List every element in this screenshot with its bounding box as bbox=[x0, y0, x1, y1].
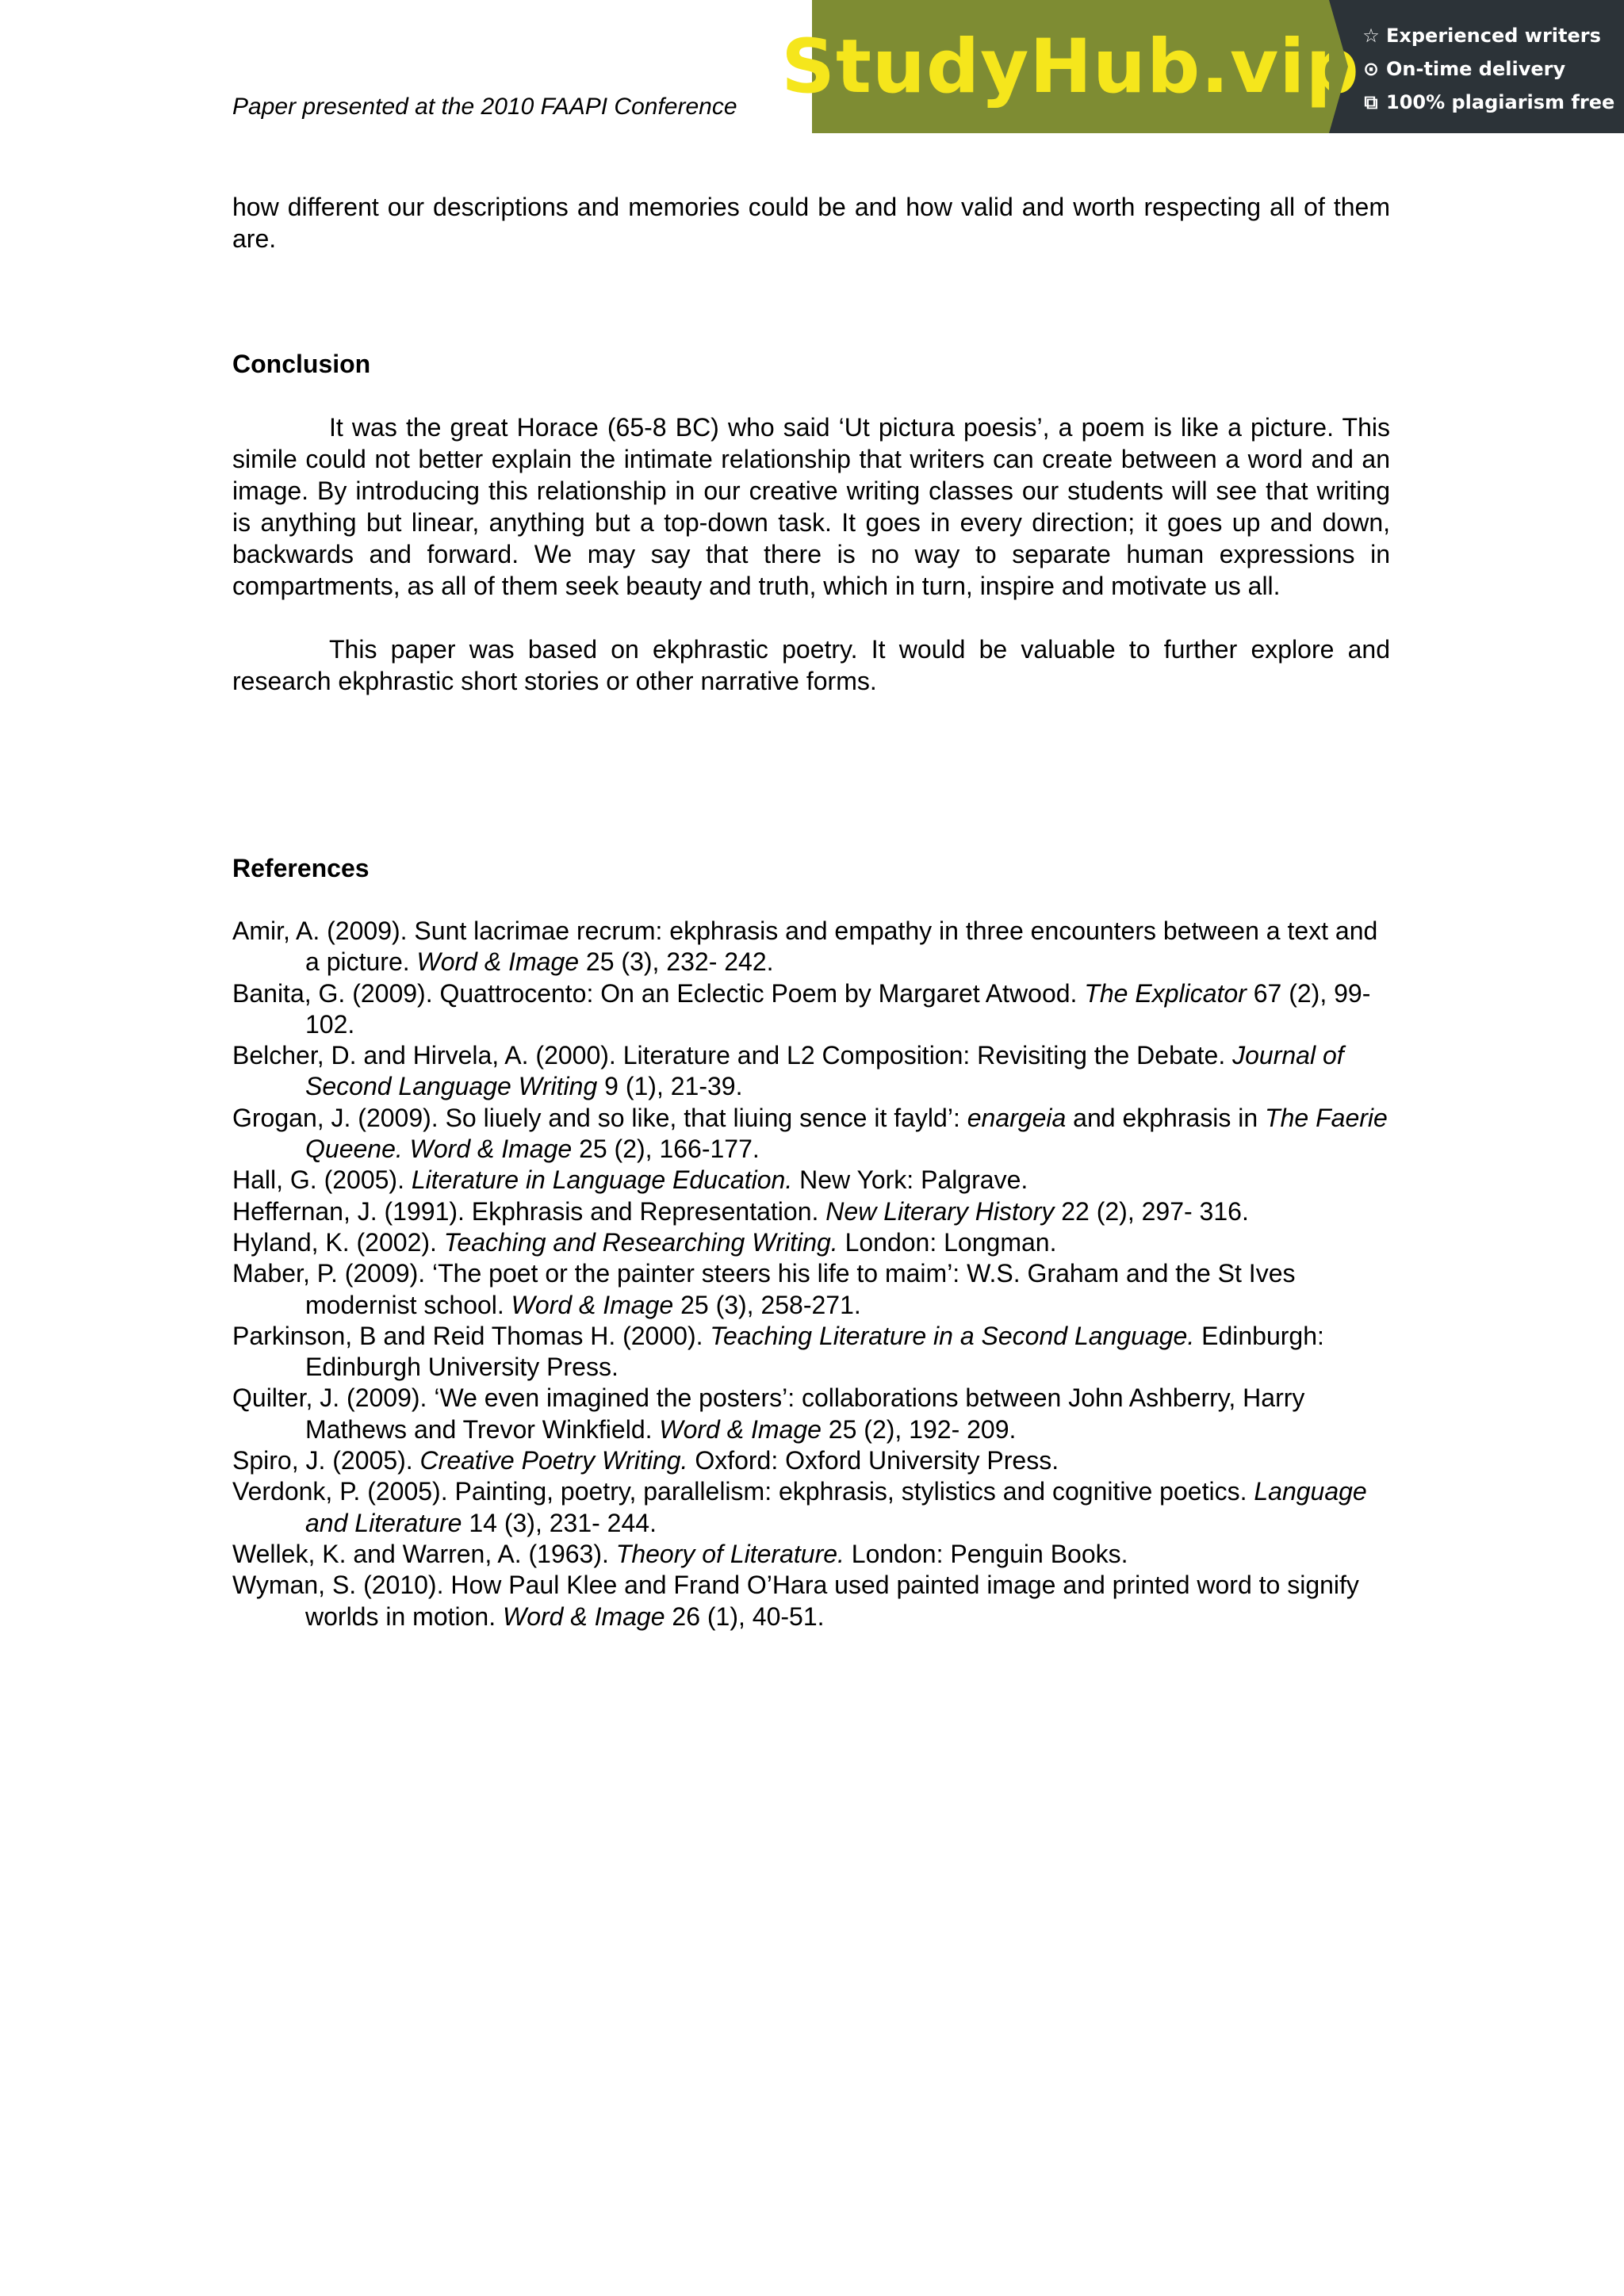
clock-icon: ⊙ bbox=[1362, 58, 1380, 80]
banner-features bbox=[1329, 0, 1624, 133]
reference-item: Quilter, J. (2009). ‘We even imagined the posters’: collaborations between John Ashberry, Harry Mathews and Trevor Winkfield. Word & Image 25 (2), 192- 209. bbox=[232, 1383, 1305, 1444]
feature-on-time-delivery bbox=[1361, 52, 1624, 86]
feature-plagiarism-free bbox=[1361, 86, 1624, 119]
copy-icon: ⧉ bbox=[1364, 91, 1378, 113]
studyhub-logo[interactable] bbox=[781, 0, 1360, 133]
reference-item: Parkinson, B and Reid Thomas H. (2000). Teaching Literature in a Second Language. Edinburgh: Edinburgh University Press. bbox=[232, 1321, 1324, 1382]
banner-arrow-shape bbox=[1329, 0, 1348, 133]
reference-item: Banita, G. (2009). Quattrocento: On an Eclectic Poem by Margaret Atwood. The Explicator 67 (2), 99-102. bbox=[232, 978, 1371, 1039]
reference-item: Amir, A. (2009). Sunt lacrimae recrum: ekphrasis and empathy in three encounters between a text and a picture. Word & Image 25 (3), 232- 242. bbox=[232, 916, 1378, 977]
reference-item: Belcher, D. and Hirvela, A. (2000). Literature and L2 Composition: Revisiting the Debate. Journal of Second Language Writing 9 (1), 21-39. bbox=[232, 1041, 1344, 1101]
studyhub-banner[interactable] bbox=[781, 0, 1624, 133]
reference-item: Heffernan, J. (1991). Ekphrasis and Representation. New Literary History 22 (2), 297- 316. bbox=[232, 1196, 1249, 1226]
feature-label: On-time delivery bbox=[1386, 58, 1566, 80]
references-heading: References bbox=[232, 854, 370, 882]
reference-item: Wyman, S. (2010). How Paul Klee and Frand O’Hara used painted image and printed word to signify worlds in motion. Word & Image 26 (1), 40-51. bbox=[232, 1571, 1359, 1631]
feature-experienced-writers bbox=[1361, 19, 1624, 52]
feature-label: Experienced writers bbox=[1386, 25, 1601, 47]
conclusion-paragraph-2: This paper was based on ekphrastic poetry. It would be valuable to further explore and research ekphrastic short stories or other narrative forms. bbox=[232, 635, 1390, 695]
conclusion-paragraph-1: It was the great Horace (65-8 BC) who said ‘Ut pictura poesis’, a poem is like a picture. This simile could not better explain the intimate relationship that writers can create between a word and an image. By introducing this relationship in our creative writing classes our students will see that writing is anything but linear, anything but a top-down task. It goes in every direction; it goes up and down, backwards and forward. We may say that there is no way to separate human expressions in compartments, as all of them seek beauty and truth, which in turn, inspire and motivate us all. bbox=[232, 413, 1390, 600]
reference-item: Wellek, K. and Warren, A. (1963). Theory of Literature. London: Penguin Books. bbox=[232, 1539, 1128, 1568]
logo-text: StudyHub.vip bbox=[781, 23, 1360, 110]
reference-item: Verdonk, P. (2005). Painting, poetry, parallelism: ekphrasis, stylistics and cognitive poetics. Language and Literature 14 (3), 231- 244. bbox=[232, 1477, 1367, 1537]
reference-item: Maber, P. (2009). ‘The poet or the painter steers his life to maim’: W.S. Graham and the St Ives modernist school. Word & Image 25 (3), 258-271. bbox=[232, 1259, 1296, 1319]
reference-item: Grogan, J. (2009). So liuely and so like, that liuing sence it fayld’: enargeia and ekphrasis in The Faerie Queene. Word & Image 25 (2), 166-177. bbox=[232, 1103, 1388, 1164]
conclusion-heading: Conclusion bbox=[232, 350, 371, 378]
feature-label: 100% plagiarism free bbox=[1386, 91, 1615, 113]
document-body bbox=[232, 191, 1390, 1632]
references-list bbox=[232, 916, 1390, 1632]
intro-continuation: how different our descriptions and memories could be and how valid and worth respecting all of them are. bbox=[232, 193, 1390, 253]
reference-item: Hyland, K. (2002). Teaching and Researching Writing. London: Longman. bbox=[232, 1227, 1057, 1257]
star-icon: ☆ bbox=[1362, 25, 1380, 47]
reference-item: Spiro, J. (2005). Creative Poetry Writing. Oxford: Oxford University Press. bbox=[232, 1446, 1059, 1475]
page-header: Paper presented at the 2010 FAAPI Conference bbox=[232, 94, 737, 120]
reference-item: Hall, G. (2005). Literature in Language Education. New York: Palgrave. bbox=[232, 1165, 1028, 1195]
